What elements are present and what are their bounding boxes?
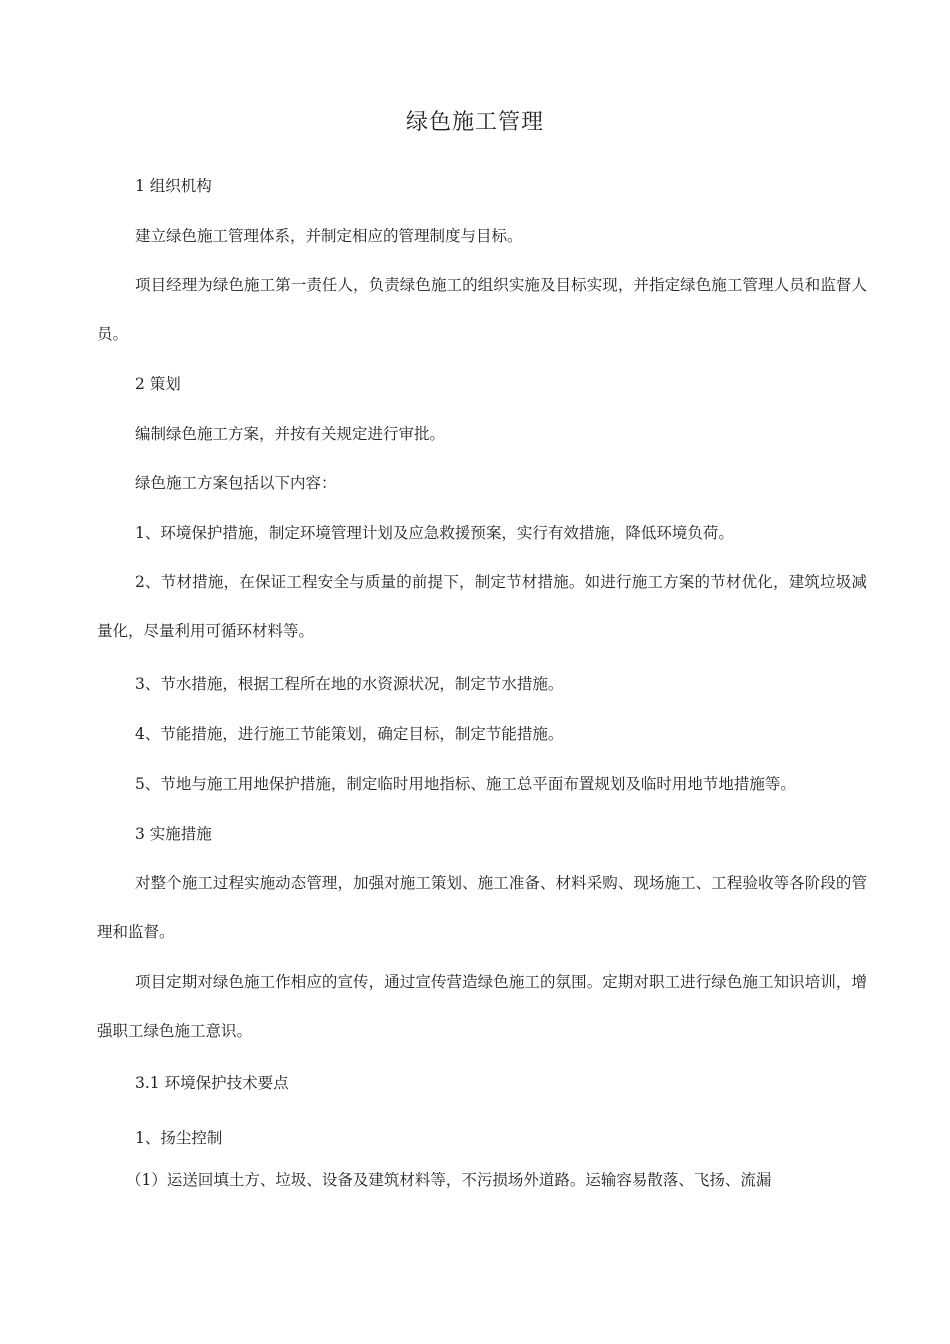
paragraph-1: 建立绿色施工管理体系，并制定相应的管理制度与目标。 xyxy=(135,227,523,245)
paragraph-section-3-heading: 3 实施措施 xyxy=(135,825,212,843)
list-item-4: 4、节能措施，进行施工节能策划，确定目标，制定节能措施。 xyxy=(135,725,564,743)
paragraph-5: 对整个施工过程实施动态管理，加强对施工策划、施工准备、材料采购、现场施工、工程验收等各阶段的管理和监督。 xyxy=(97,874,867,941)
paragraph-section-2-heading: 2 策划 xyxy=(135,375,181,393)
document-title: 绿色施工管理 xyxy=(405,110,544,135)
paragraph-3: 编制绿色施工方案，并按有关规定进行审批。 xyxy=(135,425,446,443)
paragraph-section-1-heading: 1 组织机构 xyxy=(135,177,212,195)
paragraph-4: 绿色施工方案包括以下内容： xyxy=(135,474,337,492)
list-item-1: 1、环境保护措施，制定环境管理计划及应急救援预案，实行有效措施，降低环境负荷。 xyxy=(135,524,734,542)
paragraph-section-3-1-heading: 3.1 环境保护技术要点 xyxy=(135,1074,289,1092)
list-item-dust-control: 1、扬尘控制 xyxy=(135,1129,223,1147)
paragraph-6: 项目定期对绿色施工作相应的宣传，通过宣传营造绿色施工的氛围。定期对职工进行绿色施工知识培训，增强职工绿色施工意识。 xyxy=(97,973,867,1040)
list-item-2: 2、节材措施，在保证工程安全与质量的前提下，制定节材措施。如进行施工方案的节材优化，建筑垃圾减量化，尽量利用可循环材料等。 xyxy=(97,573,867,640)
list-item-5: 5、节地与施工用地保护措施，制定临时用地指标、施工总平面布置规划及临时用地节地措施等。 xyxy=(135,775,796,793)
paragraph-7: （1）运送回填土方、垃圾、设备及建筑材料等，不污损场外道路。运输容易散落、飞扬、流漏 xyxy=(126,1171,772,1189)
paragraph-2: 项目经理为绿色施工第一责任人，负责绿色施工的组织实施及目标实现，并指定绿色施工管理人员和监督人员。 xyxy=(97,276,867,343)
list-item-3: 3、节水措施，根据工程所在地的水资源状况，制定节水措施。 xyxy=(135,675,564,693)
